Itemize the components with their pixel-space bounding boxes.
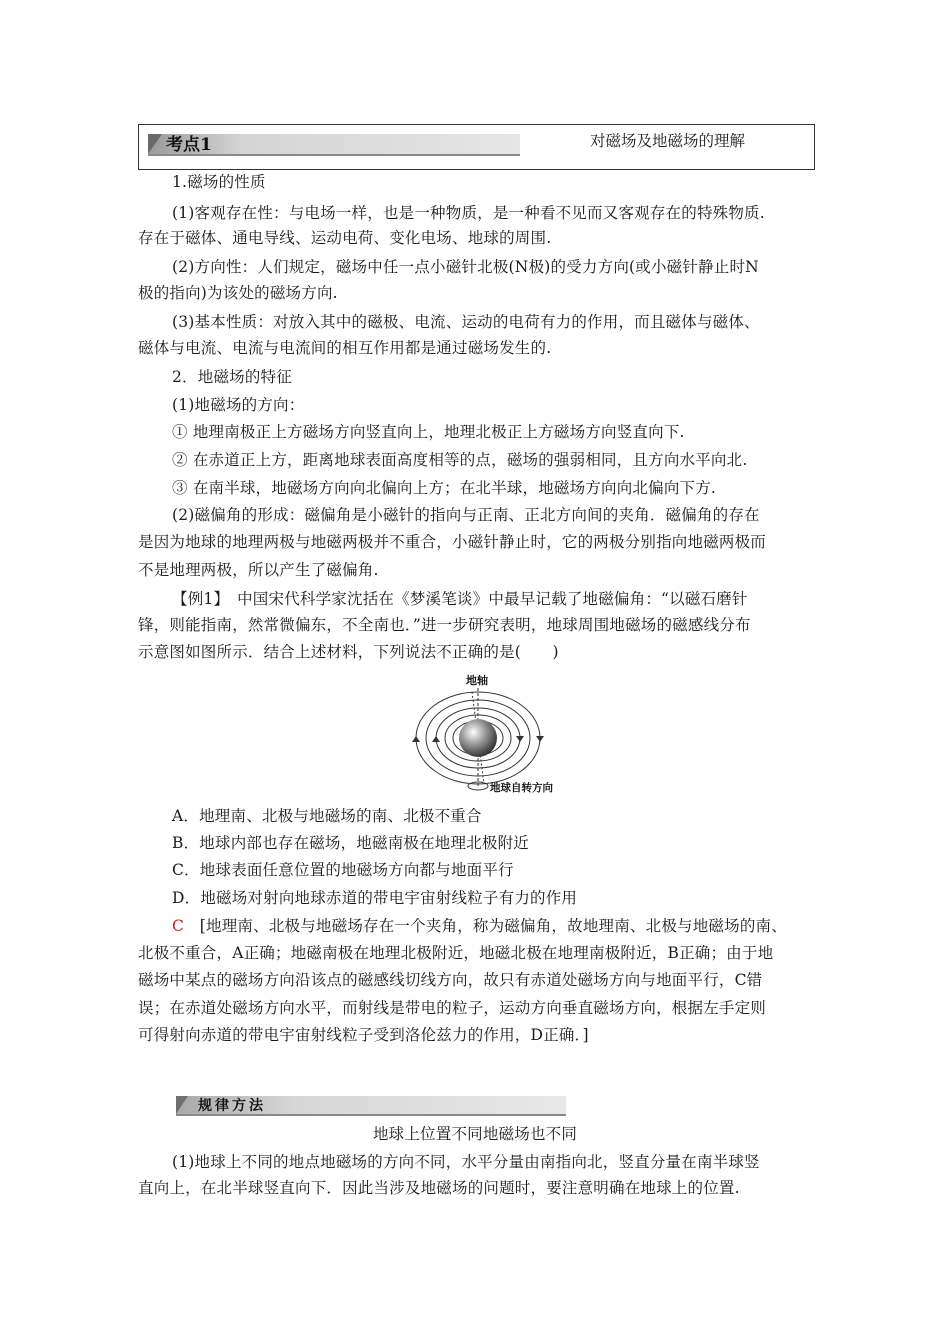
figure-rotation-label: 地球自转方向 xyxy=(490,782,553,794)
section1-p1-line2: 存在于磁体、通电导线、运动电荷、变化电场、地球的周围. xyxy=(138,229,552,247)
section2-item3: ③ 在南半球，地磁场方向向北偏向上方；在北半球，地磁场方向向北偏向下方. xyxy=(172,479,717,497)
section2-heading: 2．地磁场的特征 xyxy=(172,368,292,386)
field-arrow-right xyxy=(536,736,544,742)
example-line1: 【例1】 中国宋代科学家沈括在《梦溪笔谈》中最早记载了地磁偏角：“以磁石磨针 xyxy=(172,590,748,608)
section1-p3-line1: (3)基本性质：对放入其中的磁极、电流、运动的电荷有力的作用，而且磁体与磁体、 xyxy=(172,313,760,331)
section1-p2-line1: (2)方向性：人们规定，磁场中任一点小磁针北极(N极)的受力方向(或小磁针静止时N xyxy=(172,258,759,276)
earth-sphere xyxy=(459,719,497,757)
example-line2: 锋，则能指南，然常微偏东，不全南也．”进一步研究表明，地球周围地磁场的磁感线分布 xyxy=(138,616,751,634)
section1-p1-line1: (1)客观存在性：与电场一样，也是一种物质，是一种看不见而又客观存在的特殊物质. xyxy=(172,204,765,222)
option-c: C．地球表面任意位置的地磁场方向都与地面平行 xyxy=(172,861,514,879)
topic-tag-text: 考点1 xyxy=(166,135,212,155)
section1-p3-line2: 磁体与电流、电流与电流间的相互作用都是通过磁场发生的. xyxy=(138,339,552,357)
option-a: A．地理南、北极与地磁场的南、北极不重合 xyxy=(172,807,482,825)
section2-sub1: (1)地磁场的方向： xyxy=(172,396,305,414)
section1-heading: 1.磁场的性质 xyxy=(172,173,266,191)
section2-p-line1: (2)磁偏角的形成：磁偏角是小磁针的指向与正南、正北方向间的夹角．磁偏角的存在 xyxy=(172,506,760,524)
answer-line1-text: [地理南、北极与地磁场存在一个夹角，称为磁偏角，故地理南、北极与地磁场的南、 xyxy=(199,917,787,935)
answer-line4: 误；在赤道处磁场方向水平，而射线是带电的粒子，运动方向垂直磁场方向，根据左手定则 xyxy=(138,999,767,1017)
option-b: B．地球内部也存在磁场，地磁南极在地理北极附近 xyxy=(172,834,529,852)
section2-p-line3: 不是地理两极，所以产生了磁偏角. xyxy=(138,561,379,579)
rule-line1: (1)地球上不同的地点地磁场的方向不同，水平分量由南指向北，竖直分量在南半球竖 xyxy=(172,1153,760,1171)
section2-item1: ① 地理南极正上方磁场方向竖直向上，地理北极正上方磁场方向竖直向下. xyxy=(172,423,685,441)
answer-line3: 磁场中某点的磁场方向沿该点的磁感线切线方向，故只有赤道处磁场方向与地面平行，C错 xyxy=(138,971,763,989)
earth-magnetic-field-figure xyxy=(410,670,590,796)
rule-title: 地球上位置不同地磁场也不同 xyxy=(372,1125,578,1143)
example-line3: 示意图如图所示．结合上述材料，下列说法不正确的是( ) xyxy=(138,643,559,661)
section1-p2-line2: 极的指向)为该处的磁场方向. xyxy=(138,284,338,302)
topic-tag-banner xyxy=(148,132,520,156)
section2-p-line2: 是因为地球的地理两极与地磁两极并不重合，小磁针静止时，它的两极分别指向地磁两极而 xyxy=(138,533,767,551)
answer-line2: 北极不重合，A正确；地磁南极在地理北极附近，地磁北极在地理南极附近，B正确；由于地 xyxy=(138,944,774,962)
rule-tag-banner xyxy=(176,1090,566,1118)
answer-line1 xyxy=(172,915,818,937)
field-arrow-right-inner xyxy=(516,736,524,742)
figure-axis-label: 地轴 xyxy=(466,674,488,687)
field-arrow-left-inner xyxy=(432,736,440,742)
topic-title: 对磁场及地磁场的理解 xyxy=(589,132,745,150)
section2-item2: ② 在赤道正上方，距离地球表面高度相等的点，磁场的强弱相同，且方向水平向北. xyxy=(172,451,748,469)
answer-letter: C xyxy=(172,917,185,935)
answer-line5: 可得射向赤道的带电宇宙射线粒子受到洛伦兹力的作用，D正确．] xyxy=(138,1026,589,1044)
option-d: D．地磁场对射向地球赤道的带电宇宙射线粒子有力的作用 xyxy=(172,889,578,907)
field-arrow-left xyxy=(412,736,420,742)
rule-line2: 直向上，在北半球竖直向下．因此当涉及地磁场的问题时，要注意明确在地球上的位置. xyxy=(138,1179,740,1197)
rule-tag-text: 规律方法 xyxy=(198,1098,266,1114)
